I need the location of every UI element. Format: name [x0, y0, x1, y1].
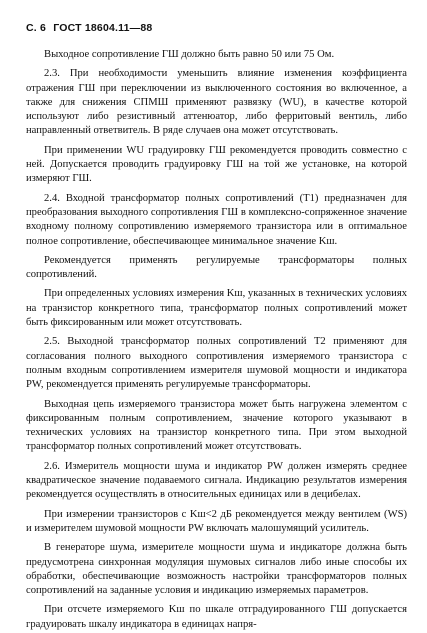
paragraph: 2.3. При необходимости уменьшить влияние изменения коэффициента отражения ГШ при переключении из выключенного состояния во включенное, а также для снижения СПМШ применяют развязку (WU), в качестве которой используют либо резистивный аттенюатор, либо ферритовый вентиль, либо направленный ответвитель. В ряде случаев она может отсутствовать. [26, 68, 407, 137]
paragraph: Выходная цепь измеряемого транзистора может быть нагружена элементом с фиксированным полным сопротивлением, значение которого указывают в технических условиях на транзистор конкретного типа. При этом выходной трансформатор полных сопротивлений может отсутствовать. [26, 398, 407, 453]
paragraph: При определенных условиях измерения Kш, указанных в технических условиях на транзистор конкретного типа, трансформатор полных сопротивлений может быть фиксированным или может отсутствовать. [26, 288, 407, 329]
paragraph: 2.4. Входной трансформатор полных сопротивлений (T1) предназначен для преобразования выходного сопротивления ГШ в комплексно-сопряженное значение входному полному сопротивлению измеряемого транзистора или в оптимальное полное сопротивление, обеспечивающее минимальное значение Kш. [26, 192, 407, 247]
paragraph: При измерении транзисторов с Kш<2 дБ рекомендуется между вентилем (WS) и измерителем шумовой мощности PW включать малошумящий усилитель. [26, 508, 407, 534]
paragraph: При отсчете измеряемого Kш по шкале отградуированного ГШ допускается градуировать шкалу индикатора в единицах напря- [26, 604, 407, 630]
paragraph: При применении WU градуировку ГШ рекомендуется проводить совместно с ней. Допускается проводить градуировку ГШ на той же установке, на которой измеряют ГШ. [26, 144, 407, 185]
paragraph: Рекомендуется применять регулируемые трансформаторы полных сопротивлений. [26, 254, 407, 281]
paragraph: 2.6. Измеритель мощности шума и индикатор PW должен измерять среднее квадратическое значение подаваемого сигнала. Индикацию результатов измерения рекомендуется осуществлять в относительных единицах или в децибелах. [26, 460, 407, 501]
page-header [26, 22, 407, 34]
standard-number: ГОСТ 18604.11—88 [53, 22, 153, 34]
page-number: С. 6 [26, 22, 47, 34]
paragraph: Выходное сопротивление ГШ должно быть равно 50 или 75 Ом. [44, 49, 335, 60]
paragraph: В генераторе шума, измерителе мощности шума и индикаторе должна быть предусмотрена синхронная модуляция шумовых сигналов либо иные способы их обработки, обеспечивающие возможность настройки трансформаторов полных сопротивлений на заданные условия и индикацию измеряемых параметров. [26, 542, 407, 597]
paragraph: 2.5. Выходной трансформатор полных сопротивлений T2 применяют для согласования полного выходного сопротивления измеряемого транзистора с полным входным сопротивлением измерителя шумовой мощности и индикатора PW, рекомендуется применять регулируемые трансформаторы. [26, 336, 407, 391]
